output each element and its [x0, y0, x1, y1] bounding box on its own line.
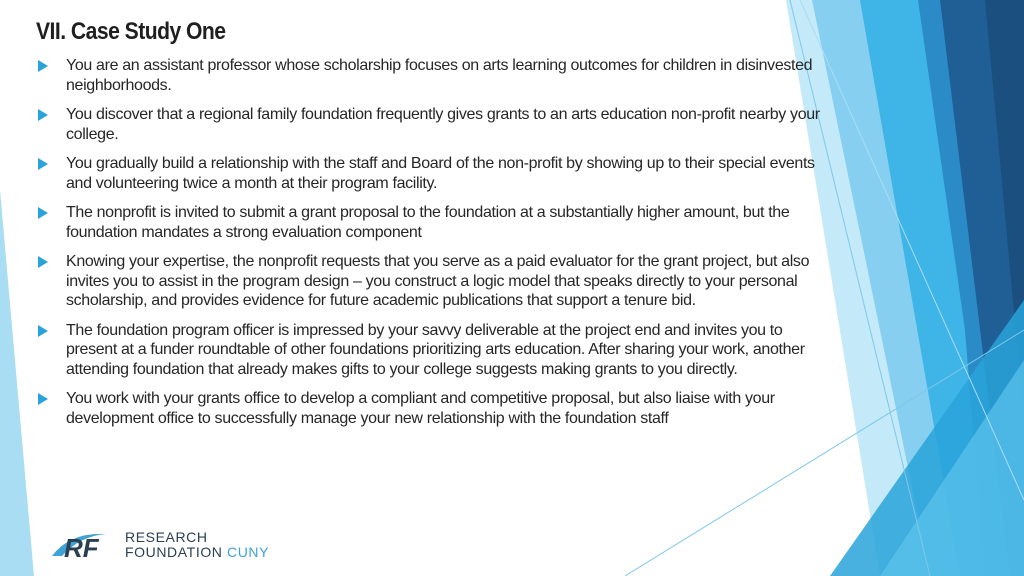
bullet-item [36, 252, 836, 311]
logo-word-foundation: FOUNDATION [125, 544, 223, 560]
triangle-bullet-icon [38, 207, 48, 219]
svg-text:RF: RF [64, 533, 99, 560]
triangle-bullet-icon [38, 256, 48, 268]
slide-title: VII. Case Study One [36, 18, 226, 45]
triangle-bullet-icon [38, 109, 48, 121]
triangle-bullet-icon [38, 158, 48, 170]
research-foundation-cuny-logo [50, 528, 280, 564]
bullet-item [36, 56, 836, 95]
bullet-item [36, 154, 836, 193]
logo-text [125, 530, 269, 560]
bullet-item [36, 321, 836, 380]
bullet-text: The foundation program officer is impressed by your savvy deliverable at the project end and invites you to present at a funder roundtable of other foundations prioritizing arts education. After sharing your work, another attending foundation that already makes gifts to your college suggests making grants to you directly. [66, 321, 805, 378]
bullet-text: You discover that a regional family foundation frequently gives grants to an arts education non-profit nearby your college. [66, 106, 820, 143]
triangle-bullet-icon [38, 393, 48, 405]
logo-line-research: RESEARCH [125, 529, 208, 545]
bullet-text: You work with your grants office to develop a compliant and competitive proposal, but also liaise with your development office to successfully manage your new relationship with the foundation staff [66, 390, 775, 427]
bullet-text: You gradually build a relationship with the staff and Board of the non-profit by showing up to their special events and volunteering twice a month at their program facility. [66, 155, 815, 192]
logo-word-cuny: CUNY [227, 544, 270, 560]
left-edge-shape [0, 190, 34, 576]
bullet-text: You are an assistant professor whose scholarship focuses on arts learning outcomes for children in disinvested neighborhoods. [66, 57, 813, 94]
bullet-item [36, 105, 836, 144]
triangle-bullet-icon [38, 325, 48, 337]
bullet-list [36, 56, 836, 438]
rf-logo-mark-icon [50, 530, 118, 560]
bullet-text: The nonprofit is invited to submit a grant proposal to the foundation at a substantially higher amount, but the foundation mandates a strong evaluation component [66, 204, 790, 241]
bullet-item [36, 203, 836, 242]
triangle-bullet-icon [38, 60, 48, 72]
logo-line-foundation [125, 545, 269, 560]
bullet-item [36, 389, 836, 428]
bullet-text: Knowing your expertise, the nonprofit requests that you serve as a paid evaluator for the grant project, but also invites you to assist in the program design – you construct a logic model that speaks directly to your personal scholarship, and provides evidence for future academic publications that support a tenure bid. [66, 253, 810, 309]
